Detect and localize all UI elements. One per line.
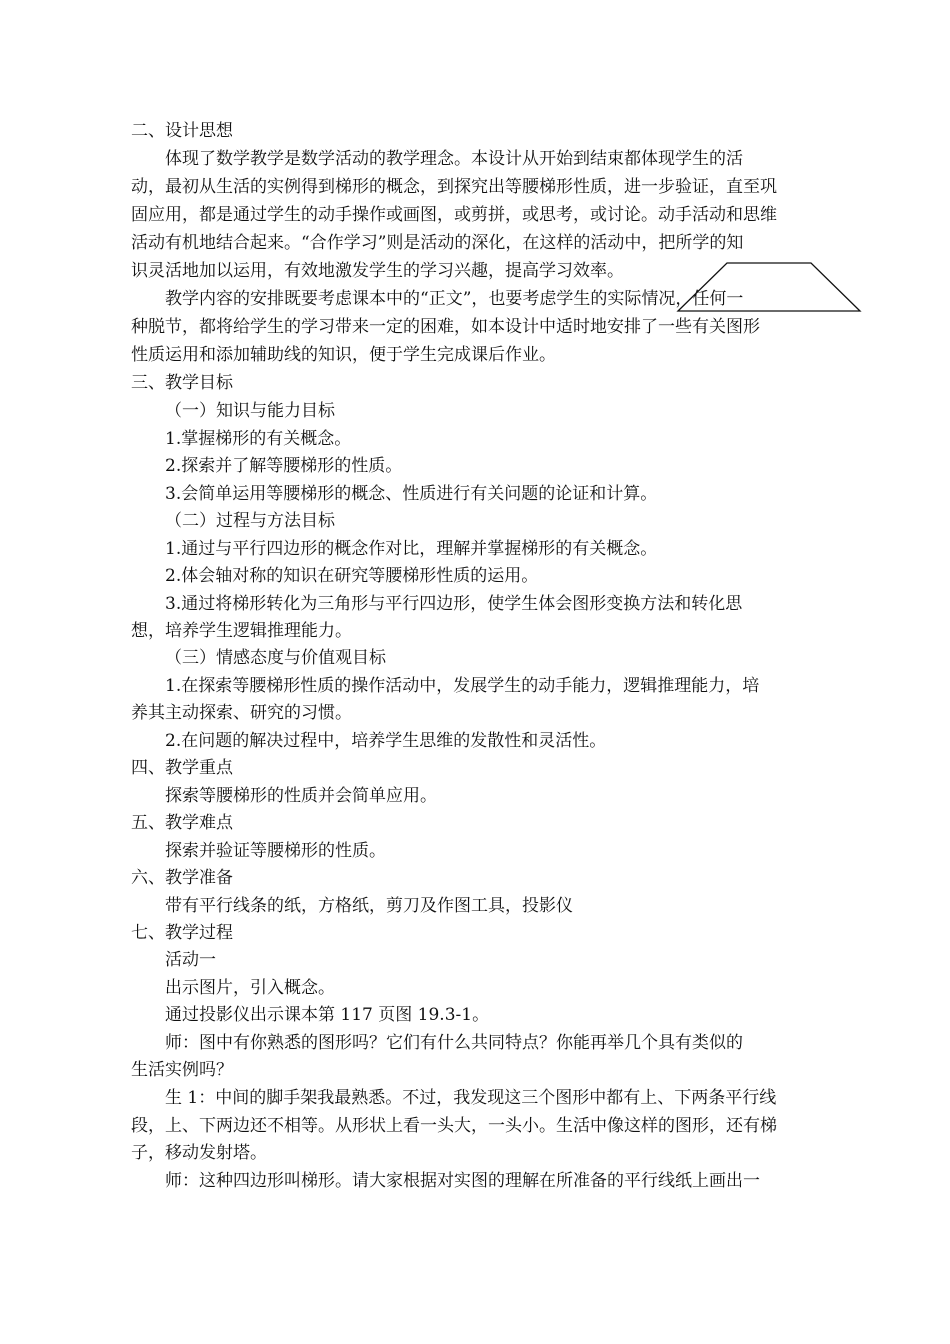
heading-preparation: 六、教学准备	[131, 868, 233, 888]
list-item: 1.通过与平行四边形的概念作对比，理解并掌握梯形的有关概念。	[165, 539, 658, 559]
heading-design-idea: 二、设计思想	[131, 121, 233, 141]
paragraph-line: 生活实例吗？	[131, 1060, 233, 1080]
paragraph-line: 种脱节，都将给学生的学习带来一定的困难，如本设计中适时地安排了一些有关图形	[131, 317, 760, 337]
paragraph-line: 师：这种四边形叫梯形。请大家根据对实图的理解在所准备的平行线纸上画出一	[165, 1171, 760, 1191]
subheading-knowledge: （一）知识与能力目标	[165, 401, 335, 421]
paragraph-line: 出示图片，引入概念。	[165, 978, 335, 998]
list-item: 3.会简单运用等腰梯形的概念、性质进行有关问题的论证和计算。	[165, 484, 658, 504]
paragraph-line: 带有平行线条的纸，方格纸，剪刀及作图工具，投影仪	[165, 896, 573, 916]
list-item-continued: 养其主动探索、研究的习惯。	[131, 703, 352, 723]
subheading-attitude: （三）情感态度与价值观目标	[165, 648, 386, 668]
heading-key-points: 四、教学重点	[131, 758, 233, 778]
heading-teaching-goals: 三、教学目标	[131, 373, 233, 393]
list-item: 1.掌握梯形的有关概念。	[165, 429, 352, 449]
paragraph-line: 生 1：中间的脚手架我最熟悉。不过，我发现这三个图形中都有上、下两条平行线	[165, 1088, 777, 1108]
paragraph-line: 固应用，都是通过学生的动手操作或画图，或剪拼，或思考，或讨论。动手活动和思维	[131, 205, 777, 225]
paragraph-line: 探索等腰梯形的性质并会简单应用。	[165, 786, 437, 806]
paragraph-line: 探索并验证等腰梯形的性质。	[165, 841, 386, 861]
paragraph-line: 子，移动发射塔。	[131, 1143, 267, 1163]
paragraph-line: 动，最初从生活的实例得到梯形的概念，到探究出等腰梯形性质，进一步验证，直至巩	[131, 177, 777, 197]
paragraph-line: 活动有机地结合起来。“合作学习”则是活动的深化，在这样的活动中，把所学的知	[131, 233, 744, 253]
paragraph-line: 教学内容的安排既要考虑课本中的“正文”，也要考虑学生的实际情况，任何一	[165, 289, 744, 309]
list-item-continued: 想，培养学生逻辑推理能力。	[131, 621, 352, 641]
activity-title: 活动一	[165, 950, 216, 970]
paragraph-line: 师：图中有你熟悉的图形吗？它们有什么共同特点？你能再举几个具有类似的	[165, 1033, 743, 1053]
list-item: 1.在探索等腰梯形性质的操作活动中，发展学生的动手能力，逻辑推理能力，培	[165, 676, 760, 696]
paragraph-line: 体现了数学教学是数学活动的教学理念。本设计从开始到结束都体现学生的活	[165, 149, 743, 169]
paragraph-line: 通过投影仪出示课本第 117 页图 19.3-1。	[165, 1005, 490, 1025]
list-item: 2.在问题的解决过程中，培养学生思维的发散性和灵活性。	[165, 731, 607, 751]
paragraph-line: 识灵活地加以运用，有效地激发学生的学习兴趣，提高学习效率。	[131, 261, 624, 281]
list-item: 2.体会轴对称的知识在研究等腰梯形性质的运用。	[165, 566, 539, 586]
paragraph-line: 段，上、下两边还不相等。从形状上看一头大，一头小。生活中像这样的图形，还有梯	[131, 1116, 777, 1136]
paragraph-line: 性质运用和添加辅助线的知识，便于学生完成课后作业。	[131, 345, 556, 365]
heading-difficulties: 五、教学难点	[131, 813, 233, 833]
subheading-process: （二）过程与方法目标	[165, 511, 335, 531]
list-item: 2.探索并了解等腰梯形的性质。	[165, 456, 403, 476]
heading-process: 七、教学过程	[131, 923, 233, 943]
list-item: 3.通过将梯形转化为三角形与平行四边形，使学生体会图形变换方法和转化思	[165, 594, 743, 614]
